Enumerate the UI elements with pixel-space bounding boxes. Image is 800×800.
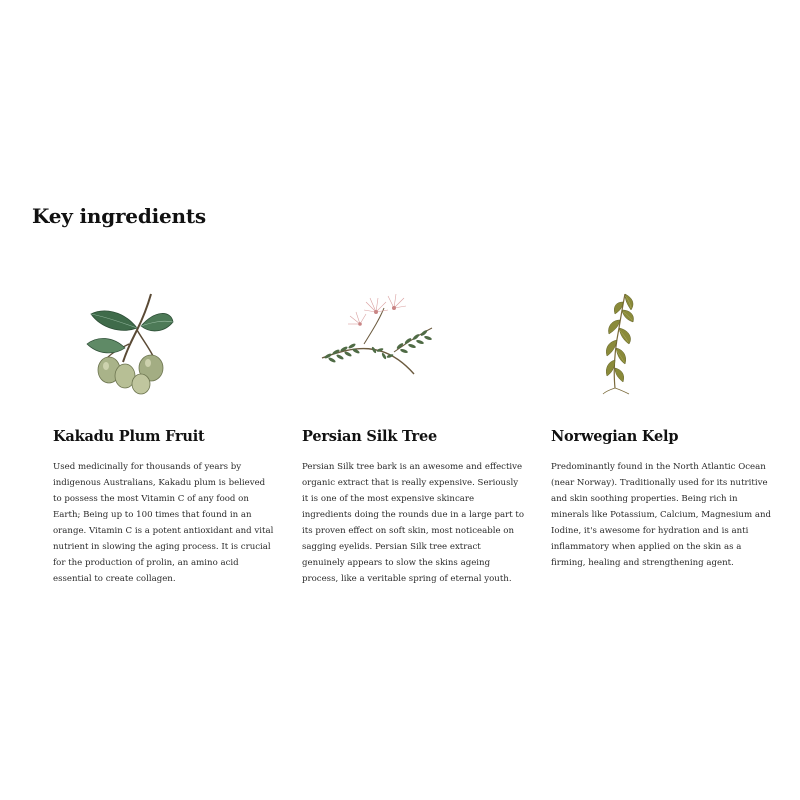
norwegian-kelp-illustration — [543, 288, 703, 398]
ingredient-description: Persian Silk tree bark is an awesome and effective organic extract that is really expensive. Seriously it is one of the most expensive skincare ingredients doing the rounds due in a large part to its proven effect on soft skin, most noticeable on sagging eyelids. Persian Silk tree extract genuinely appears to slow the skins ageing process, like a veritable spring of eternal youth. — [302, 462, 525, 584]
ingredient-description: Used medicinally for thousands of years by indigenous Australians, Kakadu plum is believed to possess the most Vitamin C of any food on Earth; Being up to 100 times that found in an orange. Vitamin C is a potent antioxidant and vital nutrient in slowing the aging process. It is crucial for the production of prolin, an amino acid essential to create collagen. — [53, 462, 274, 584]
ingredient-title: Kakadu Plum Fruit — [53, 428, 205, 445]
ingredient-description: Predominantly found in the North Atlantic Ocean (near Norway). Traditionally used for its nutritive and skin soothing properties. Being rich in minerals like Potassium, Calcium, Magnesium and Iodine, it's awesome for hydration and is anti inflammatory when applied on the skin as a firming, healing and strengthening agent. — [551, 462, 771, 568]
ingredient-title: Norwegian Kelp — [551, 428, 679, 445]
ingredient-title: Persian Silk Tree — [302, 428, 438, 445]
kakadu-plum-illustration — [63, 288, 223, 398]
persian-silk-tree-illustration — [304, 288, 464, 398]
section-title: Key ingredients — [32, 204, 206, 228]
